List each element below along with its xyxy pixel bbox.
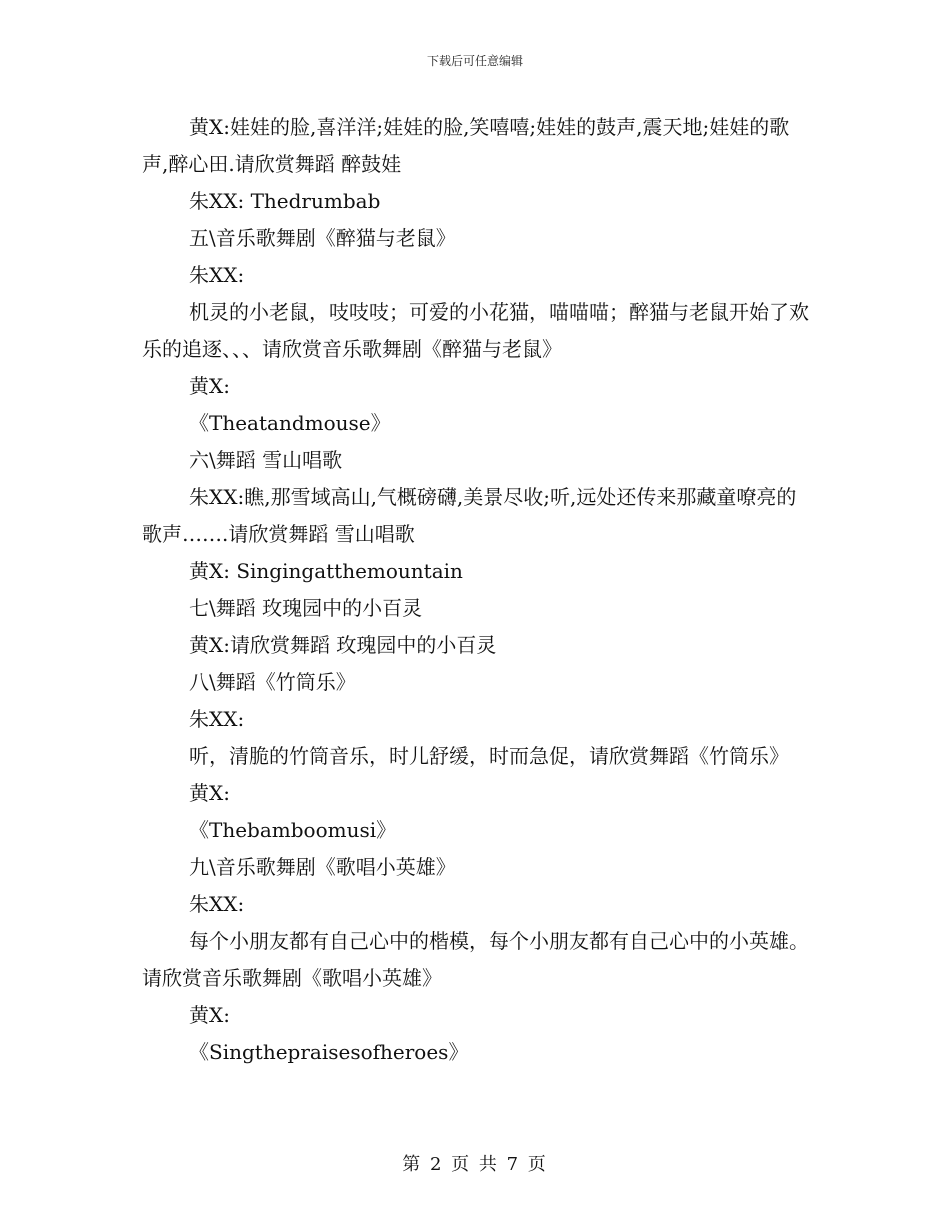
- paragraph: 朱XX:瞧,那雪域高山,气概磅礴,美景尽收;听,远处还传来那藏童嘹亮的歌声…….请欣赏舞蹈 雪山唱歌: [142, 485, 797, 546]
- paragraph: 黄X: Singingatthemountain: [189, 559, 463, 583]
- paragraph: 听，清脆的竹筒音乐，时儿舒缓，时而急促，请欣赏舞蹈《竹筒乐》: [189, 744, 789, 768]
- paragraph: 黄X:娃娃的脸,喜洋洋;娃娃的脸,笑嘻嘻;娃娃的鼓声,震天地;娃娃的歌声,醉心田.请欣赏舞蹈 醉鼓娃: [142, 115, 790, 176]
- paragraph: 《Thebamboomusi》: [189, 818, 397, 842]
- speaker-line: 黄X:: [189, 1003, 230, 1027]
- paragraph: 机灵的小老鼠，吱吱吱；可爱的小花猫，喵喵喵；醉猫与老鼠开始了欢乐的追逐、、、请欣赏音乐歌舞剧《醉猫与老鼠》: [142, 300, 809, 361]
- speaker-line: 朱XX:: [189, 707, 245, 731]
- paragraph: 黄X:请欣赏舞蹈 玫瑰园中的小百灵: [189, 633, 497, 657]
- page-footer: 第 2 页 共 7 页: [402, 1154, 548, 1175]
- section-heading: 七\舞蹈 玫瑰园中的小百灵: [189, 596, 423, 620]
- speaker-line: 朱XX:: [189, 263, 245, 287]
- section-heading: 九\音乐歌舞剧《歌唱小英雄》: [189, 855, 456, 879]
- document-body: [142, 109, 810, 1071]
- speaker-line: 黄X:: [189, 781, 230, 805]
- speaker-line: 朱XX:: [189, 892, 245, 916]
- speaker-line: 黄X:: [189, 374, 230, 398]
- section-heading: 五\音乐歌舞剧《醉猫与老鼠》: [189, 226, 456, 250]
- section-heading: 八\舞蹈《竹筒乐》: [189, 670, 356, 694]
- paragraph: 《Singthepraisesofheroes》: [189, 1040, 469, 1064]
- paragraph: 《Theatandmouse》: [189, 411, 391, 435]
- paragraph: 朱XX: Thedrumbab: [189, 189, 381, 213]
- section-heading: 六\舞蹈 雪山唱歌: [189, 448, 343, 472]
- page-header: 下载后可任意编辑: [426, 54, 523, 68]
- paragraph: 每个小朋友都有自己心中的楷模，每个小朋友都有自己心中的小英雄。请欣赏音乐歌舞剧《歌唱小英雄》: [142, 929, 809, 990]
